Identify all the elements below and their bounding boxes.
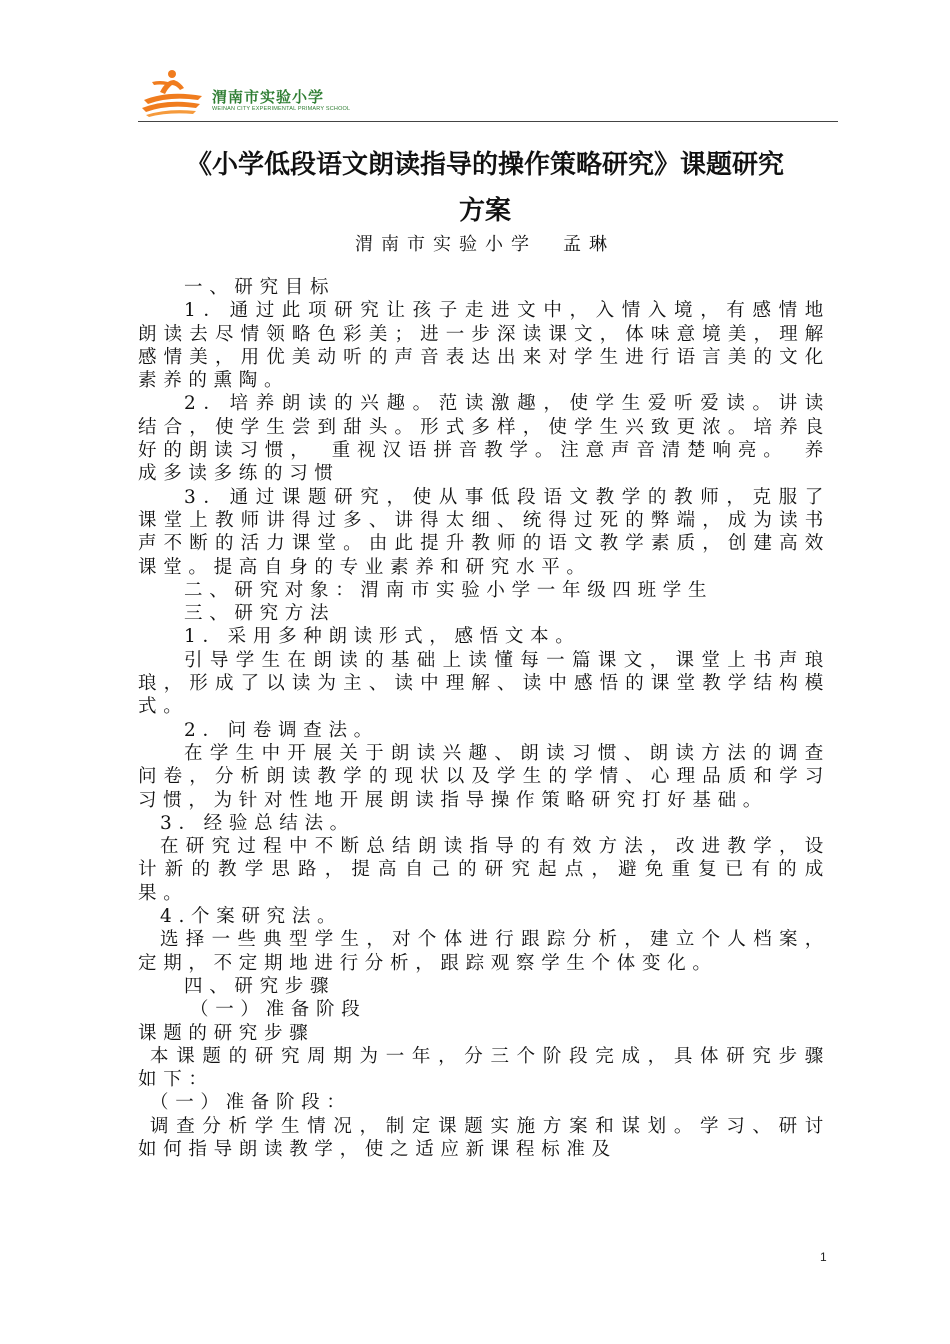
page-header <box>138 62 838 124</box>
header-divider <box>138 121 838 122</box>
method-3-title: 3．经验总结法。 <box>160 812 355 834</box>
goal-1: 1．通过此项研究让孩子走进文中，入情入境，有感情地朗读去尽情领略色彩美；进一步深读课文，体味意境美，理解感情美，用优美动听的声音表达出来对学生进行语言美的文化素养的熏陶。 <box>138 300 830 392</box>
method-1-text: 引导学生在朗读的基础上读懂每一篇课文，课堂上书声琅琅，形成了以读为主、读中理解、读中感悟的课堂教学结构模式。 <box>138 649 830 718</box>
goal-heading: 一、研究目标 <box>184 277 336 298</box>
method-3-text: 在研究过程中不断总结朗读指导的有效方法，改进教学，设计新的教学思路，提高自己的研究起点，避免重复已有的成果。 <box>138 836 830 904</box>
stage1-heading: （一）准备阶段 <box>190 999 367 1021</box>
author-line: 渭南市实验小学 孟琳 <box>355 234 615 255</box>
document-title <box>120 142 850 234</box>
stage1-subheading: （一）准备阶段： <box>150 1092 352 1114</box>
steps-heading: 四、研究步骤 <box>184 975 336 997</box>
method-2-text: 在学生中开展关于朗读兴趣、朗读习惯、朗读方法的调查问卷，分析朗读教学的现状以及学生的学情、心理品质和学习习惯，为针对性地开展朗读指导操作策略研究打好基础。 <box>138 742 830 811</box>
object-heading: 二、研究对象：渭南市实验小学一年级四班学生 <box>184 579 714 601</box>
school-name-cn: 渭南市实验小学 <box>212 88 325 106</box>
title-line-1: 《小学低段语文朗读指导的操作策略研究》课题研究 <box>185 150 784 180</box>
goal-2: 2．培养朗读的兴趣。范读激趣，使学生爱听爱读。讲读结合，使学生尝到甜头。形式多样，使学生兴致更浓。培养良好的朗读习惯， 重视汉语拼音教学。注意声音清楚响亮。 养成多读多练的习惯 <box>138 393 830 485</box>
school-logo-icon <box>138 66 208 118</box>
school-name-en: WEINAN CITY EXPERIMENTAL PRIMARY SCHOOL <box>212 106 351 112</box>
method-2-title: 2．问卷调查法。 <box>184 719 379 741</box>
method-heading: 三、研究方法 <box>184 603 336 625</box>
steps-subheading: 课题的研究步骤 <box>138 1022 315 1044</box>
title-line-2: 方案 <box>458 196 511 226</box>
method-4-text: 选择一些典型学生，对个体进行跟踪分析，建立个人档案，定期，不定期地进行分析，跟踪观察学生个体变化。 <box>138 929 830 974</box>
stage1-text: 调查分析学生情况，制定课题实施方案和谋划。学习、研讨如何指导朗读教学，使之适应新课程标准及 <box>138 1115 830 1160</box>
steps-intro: 本课题的研究周期为一年，分三个阶段完成，具体研究步骤如下： <box>138 1045 830 1091</box>
method-4-title: 4.个案研究法。 <box>160 906 343 928</box>
goal-3: 3．通过课题研究，使从事低段语文教学的教师，克服了课堂上教师讲得过多、讲得太细、统得过死的弊端，成为读书声不断的活力课堂。由此提升教师的语文教学素质，创建高效课堂。提高自身的专业素养和研究水平。 <box>138 486 830 578</box>
page-number: 1 <box>820 1250 827 1264</box>
document-body <box>138 276 830 1161</box>
method-1-title: 1．采用多种朗读形式，感悟文本。 <box>184 626 581 648</box>
